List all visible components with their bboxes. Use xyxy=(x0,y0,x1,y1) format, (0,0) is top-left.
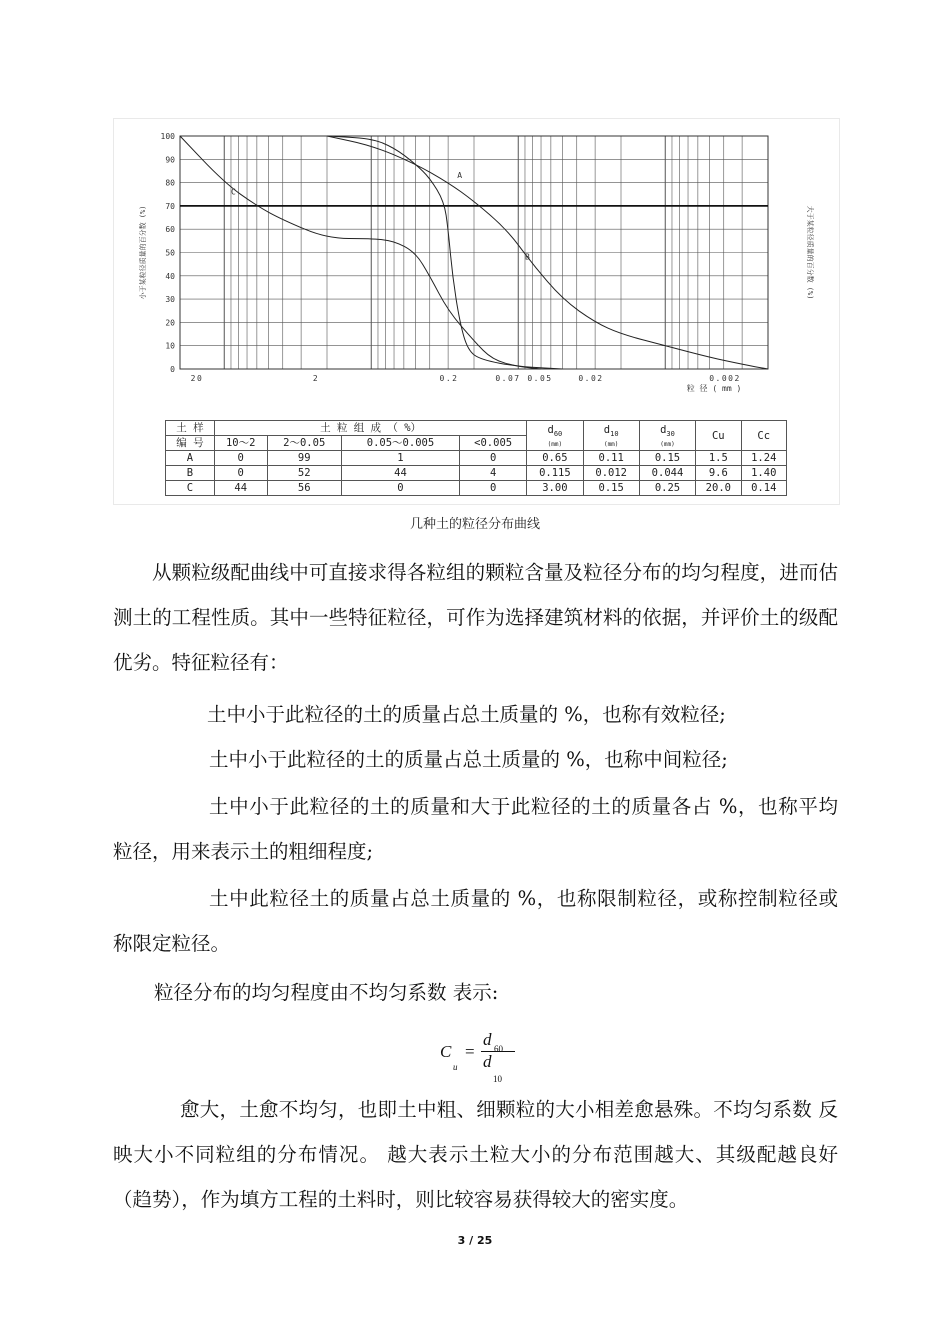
th-range4: <0.005 xyxy=(460,436,527,451)
th-range2: 2～0.05 xyxy=(267,436,341,451)
cell: 56 xyxy=(267,481,341,496)
cell: B xyxy=(166,466,215,481)
grain-size-chart xyxy=(114,119,839,409)
formula-denominator-sub: 10 xyxy=(493,1074,502,1084)
x-tick-label: 0.2 xyxy=(439,374,459,383)
cell: 1.24 xyxy=(741,451,786,466)
y-tick-label: 100 xyxy=(160,132,175,141)
paragraph-d60: 土中此粒径土的质量占总土质量的 %，也称限制粒径，或称控制粒径或称限定粒径。 xyxy=(113,887,838,955)
cell: 0 xyxy=(460,481,527,496)
th-cu: Cu xyxy=(696,421,741,451)
cell: 1.40 xyxy=(741,466,786,481)
th-sample: 土 样 xyxy=(166,421,215,436)
x-tick-label: 0.02 xyxy=(578,374,604,383)
formula-numerator: d xyxy=(483,1030,492,1049)
cell: 0 xyxy=(214,451,267,466)
x-tick-label: 0.05 xyxy=(527,374,553,383)
y-axis-label-left: 小于某粒径质量的百分数 (%) xyxy=(139,205,147,300)
paragraph-intro: 从颗粒级配曲线中可直接求得各粒组的颗粒含量及粒径分布的均匀程度，进而估测土的工程性质。其中一些特征粒径，可作为选择建筑材料的依据，并评价土的级配优劣。特征粒径有： xyxy=(113,561,838,674)
paragraph-d30: 土中小于此粒径的土的质量占总土质量的 %，也称中间粒径; xyxy=(209,748,728,771)
y-axis-label-right: 大于某粒径质量的百分数 (%) xyxy=(806,205,814,300)
paragraph-d50: 土中小于此粒径的土的质量和大于此粒径的土的质量各占 %，也称平均粒径，用来表示土的粗细程度; xyxy=(113,795,838,863)
cell: A xyxy=(166,451,215,466)
cell: 52 xyxy=(267,466,341,481)
cell: 0 xyxy=(214,466,267,481)
cell: 0.25 xyxy=(639,481,695,496)
cell: 1.5 xyxy=(696,451,741,466)
paragraph-cu-explain: 愈大，土愈不均匀，也即土中粗、细颗粒的大小相差愈悬殊。不均匀系数 反映大小不同粒组的分布情况。 越大表示土粒大小的分布范围越大、其级配越良好（趋势），作为填方工程的土料时，则比较容易获得较大的密实度。 xyxy=(113,1098,838,1211)
th-composition: 土 粒 组 成 （ %） xyxy=(214,421,526,436)
x-tick-label: 2 xyxy=(312,374,320,383)
paragraph-cu-intro: 粒径分布的均匀程度由不均匀系数 表示: xyxy=(154,981,499,1004)
x-tick-label: 0.07 xyxy=(495,374,521,383)
cell: 0 xyxy=(341,481,459,496)
cell: 0 xyxy=(460,451,527,466)
y-tick-label: 40 xyxy=(165,271,175,281)
cell: 0.14 xyxy=(741,481,786,496)
table-row xyxy=(166,466,787,481)
th-range1: 10～2 xyxy=(214,436,267,451)
x-tick-label: 20 xyxy=(190,374,204,383)
cell: 0.65 xyxy=(527,451,583,466)
table-row xyxy=(166,481,787,496)
series-label-b: B xyxy=(524,252,530,262)
formula-numerator-sub: 60 xyxy=(494,1044,503,1054)
cell: 20.0 xyxy=(696,481,741,496)
th-sample-no: 编 号 xyxy=(166,436,215,451)
cell: 0.15 xyxy=(583,481,639,496)
y-tick-label: 80 xyxy=(165,178,175,188)
y-tick-label: 70 xyxy=(165,201,175,211)
formula-lhs-sub: u xyxy=(453,1062,458,1072)
cell: 99 xyxy=(267,451,341,466)
th-range3: 0.05～0.005 xyxy=(341,436,459,451)
th-d60: $d_{60}$ (mm) xyxy=(527,421,583,451)
y-tick-label: 90 xyxy=(165,155,175,165)
cell: 44 xyxy=(214,481,267,496)
series-label-a: A xyxy=(457,170,463,180)
formula-denominator: d xyxy=(483,1052,492,1071)
y-tick-label: 20 xyxy=(165,318,175,328)
th-d10: $d_{10}$ (mm) xyxy=(583,421,639,451)
cell: 4 xyxy=(460,466,527,481)
page-number: 3 / 25 xyxy=(457,1234,493,1247)
cell: 3.00 xyxy=(527,481,583,496)
cell: 0.15 xyxy=(639,451,695,466)
soil-table xyxy=(165,420,787,496)
y-tick-label: 0 xyxy=(170,365,175,374)
cell: 0.012 xyxy=(583,466,639,481)
y-tick-label: 60 xyxy=(165,225,175,235)
cell: 1 xyxy=(341,451,459,466)
series-label-c: C xyxy=(230,187,236,197)
x-axis-label: 粒 径 ( mm ) xyxy=(686,384,742,393)
th-cc: Cc xyxy=(741,421,786,451)
cell: 9.6 xyxy=(696,466,741,481)
paragraph-d10: 土中小于此粒径的土的质量占总土质量的 %，也称有效粒径; xyxy=(207,703,726,726)
th-d30: $d_{30}$ (mm) xyxy=(639,421,695,451)
y-tick-label: 10 xyxy=(165,341,175,351)
cell: 0.11 xyxy=(583,451,639,466)
table-row xyxy=(166,451,787,466)
grain-size-figure xyxy=(113,118,840,505)
cell: 44 xyxy=(341,466,459,481)
cell: 0.044 xyxy=(639,466,695,481)
figure-caption: 几种土的粒径分布曲线 xyxy=(409,517,540,532)
cell: 0.115 xyxy=(527,466,583,481)
formula-equals: = xyxy=(465,1042,475,1061)
y-tick-label: 50 xyxy=(165,248,175,258)
cu-formula xyxy=(436,1030,536,1090)
cell: C xyxy=(166,481,215,496)
formula-lhs: C xyxy=(440,1042,452,1061)
y-tick-label: 30 xyxy=(165,295,175,305)
x-tick-label: 0.002 xyxy=(709,374,741,383)
